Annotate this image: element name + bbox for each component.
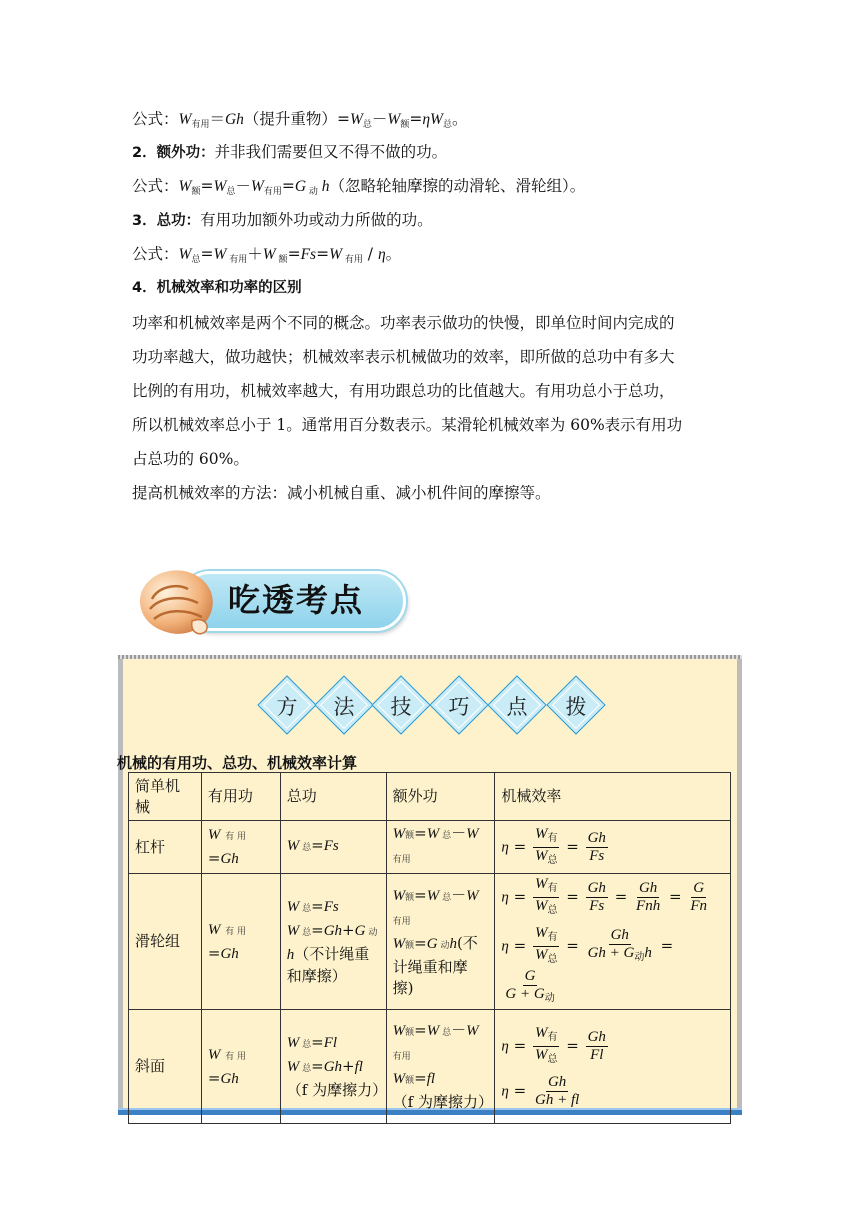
efficiency-table — [128, 772, 731, 1124]
table-title: 机械的有用功、总功、机械效率计算 — [117, 754, 358, 772]
tips-diamond — [430, 676, 488, 734]
efficiency-cell: η = $\frac{W_有}{W_总}$ = $\frac{Gh}{Fl}$ η = $\frac{Gh}{Gh + fl}$ — [495, 1010, 731, 1124]
note-text: （不计绳重和摩擦） — [286, 945, 370, 985]
tips-diamond — [315, 676, 373, 734]
efficiency-cell: η = $\frac{W_有}{W_总}$ = $\frac{Gh}{Fs}$ = $\frac{Gh}{\text{Fnh}}$ = $\frac{G}{Fn}$ η = $\frac{W_有}{W_总}$ = $\frac{Gh}{Gh + G_动h}$ = $\frac{G}{G + G_动}$ — [495, 874, 731, 1010]
header-cell: 机械效率 — [495, 773, 731, 821]
diamond-char: 巧 — [448, 695, 470, 719]
formula-extra-work: 公式：$W_额=W_总-W_{有用}=G$ $_动$ h（忽略轮轴摩擦的动滑轮、滑轮组）。 — [132, 177, 586, 197]
heading-text: 并非我们需要但又不得不做的功。 — [214, 143, 448, 161]
efficiency-cell: η = $\frac{W_有}{W_总}$ = $\frac{Gh}{Fs}$ — [495, 821, 731, 874]
note-text: （f 为摩擦力） — [392, 1093, 493, 1111]
diamond-char: 点 — [506, 695, 528, 719]
extra-work-cell: W额=W 总－W 有用 — [386, 821, 495, 874]
heading-label: 总功： — [156, 213, 201, 229]
tips-diamond — [488, 676, 546, 734]
useful-work-cell: W 有 用 =Gh — [201, 1010, 280, 1124]
diamond-char: 拨 — [565, 695, 587, 719]
formula-label: 公式： — [132, 245, 179, 263]
useful-work-cell: W 有 用 =Gh — [201, 874, 280, 1010]
paragraph-line: 功率和机械效率是两个不同的概念。功率表示做功的快慢，即单位时间内完成的 — [132, 314, 675, 332]
formula-note: （提升重物） — [243, 110, 337, 128]
heading-label: 额外功： — [156, 145, 215, 161]
seashell-icon — [132, 561, 218, 639]
machine-name: 杠杆 — [129, 821, 202, 874]
paragraph-line: 所以机械效率总小于 1。通常用百分数表示。某滑轮机械效率为 60%表示有用功 — [132, 416, 683, 434]
heading-total-work — [132, 209, 433, 231]
improve-methods: 提高机械效率的方法：减小机械自重、减小机件间的摩擦等。 — [132, 484, 551, 502]
paragraph-line: 占总功的 60%。 — [132, 450, 249, 468]
formula-total-work: 公式：$W_总=W$ $_{有用}$＋W $_额$=Fs=W $_{有用}$ / η。 — [132, 245, 402, 265]
table-row — [129, 1010, 731, 1124]
diamond-char: 法 — [333, 695, 355, 719]
total-work-cell: W 总=Fs W 总=Gh+G 动 h（不计绳重和摩擦） — [280, 874, 386, 1010]
paragraph-line: 比例的有用功，机械效率越大，有用功跟总功的比值越大。有用功总小于总功， — [132, 382, 675, 400]
total-work-cell: W 总=Fl W 总=Gh+fl （f 为摩擦力） — [280, 1010, 386, 1124]
formula-label: 公式： — [132, 177, 179, 195]
total-work-cell: W 总=Fs — [280, 821, 386, 874]
paragraph-line: 功功率越大，做功越快；机械效率表示机械做功的效率，即所做的总功中有多大 — [132, 348, 675, 366]
note-text: (不计绳重和摩擦) — [392, 933, 478, 997]
heading-efficiency-vs-power: 4．机械效率和功率的区别 — [132, 280, 302, 296]
heading-text: 有用功加额外功或动力所做的功。 — [200, 211, 433, 229]
table-row — [129, 821, 731, 874]
table-header-row — [129, 773, 731, 821]
note-text: （f 为摩擦力） — [286, 1081, 388, 1099]
tips-diamond — [372, 676, 430, 734]
extra-work-cell: W额=W 总－W 有用 W额=G 动h(不计绳重和摩擦) — [386, 874, 495, 1010]
header-cell: 有用功 — [201, 773, 280, 821]
heading-extra-work — [132, 141, 447, 163]
formula-note: （忽略轮轴摩擦的动滑轮、滑轮组）。 — [329, 177, 586, 195]
formula-label: 公式： — [132, 110, 179, 128]
header-cell: 简单机械 — [129, 773, 202, 821]
machine-name: 滑轮组 — [129, 874, 202, 1010]
header-cell: 总功 — [280, 773, 386, 821]
table-row — [129, 874, 731, 1010]
formula-useful-work: 公式：$W_{有用}=Gh$（提升重物）$=W_总-W_额=\eta W_总$。 — [132, 110, 468, 130]
tips-diamond — [258, 676, 316, 734]
tips-diamond — [547, 676, 605, 734]
header-cell: 额外功 — [386, 773, 495, 821]
diamond-char: 方 — [276, 695, 298, 719]
diamond-char: 技 — [390, 695, 412, 719]
useful-work-cell: W 有 用 =Gh — [201, 821, 280, 874]
heading-number: 2． — [132, 145, 157, 161]
machine-name: 斜面 — [129, 1010, 202, 1124]
extra-work-cell: W额=W 总－W 有用 W额=fl （f 为摩擦力） — [386, 1010, 495, 1124]
heading-number: 3． — [132, 213, 157, 229]
section-banner — [132, 561, 412, 639]
banner-title: 吃透考点 — [228, 581, 365, 619]
